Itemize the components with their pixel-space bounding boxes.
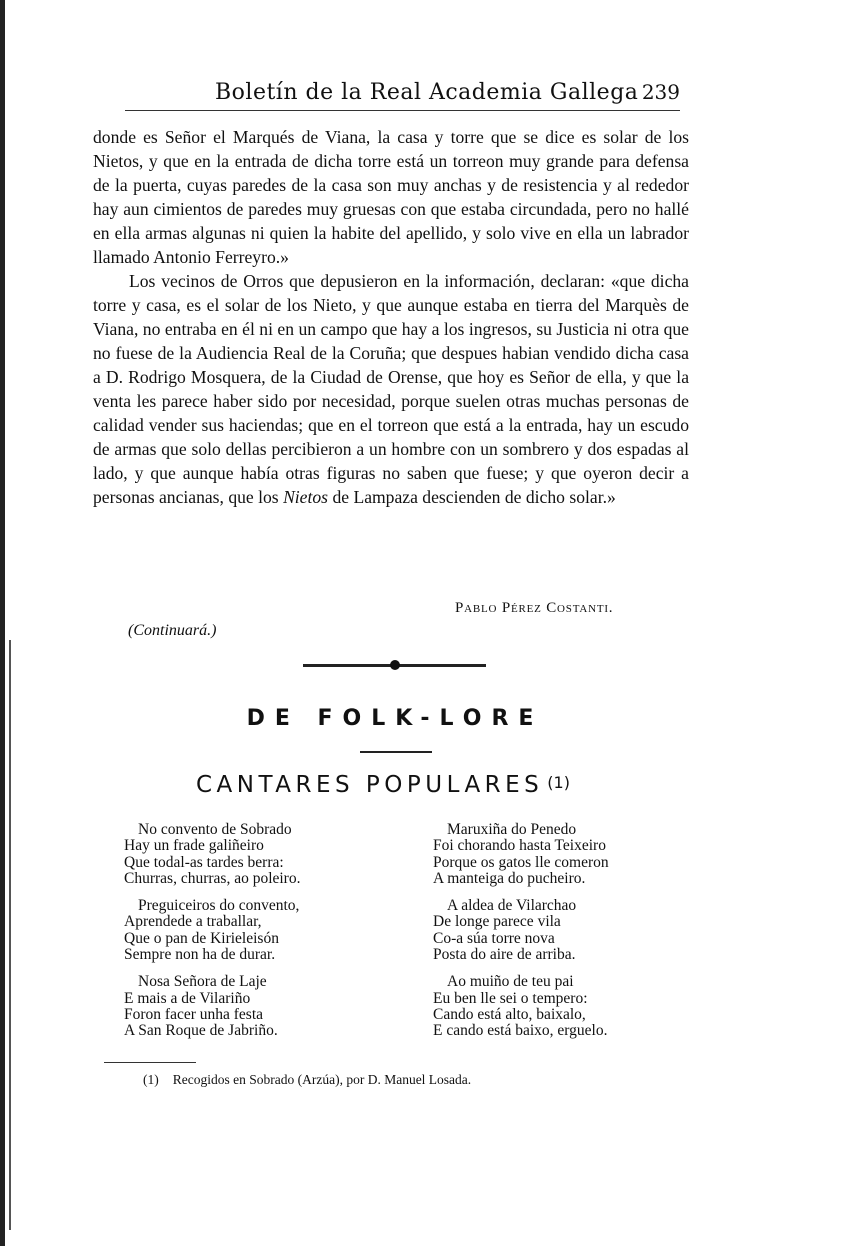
- article-body: [93, 125, 689, 509]
- paragraph-1: donde es Señor el Marqués de Viana, la casa y torre que se dice es solar de los Nietos, y que en la entrada de dicha torre está un torreon muy grande para defensa de la puerta, cuyas paredes de la casa son muy anchas y de resistencia y al rededor hay aun cimientos de paredes muy gruesas con que estaba circundada, pero no hallé en ella armas algunas ni quien la habite del apellido, y solo vive en ella un labrador llamado Antonio Ferreyro.»: [93, 127, 689, 267]
- verse-line: Foi chorando hasta Teixeiro: [433, 837, 606, 855]
- section-title: DE FOLK-LORE: [246, 706, 544, 731]
- verse-line: Co-a súa torre nova: [433, 929, 555, 947]
- verse-line: Que todal-as tardes berra:: [124, 853, 284, 871]
- journal-title: Boletín de la Real Academia Gallega: [215, 80, 639, 105]
- verse-line: Aprendede a traballar,: [124, 913, 262, 931]
- verse-line: E mais a de Vilariño: [124, 989, 251, 1007]
- page-number: 239: [641, 80, 680, 104]
- footnote: [143, 1072, 471, 1088]
- stanza: [124, 974, 300, 1039]
- verse-line: Churras, churras, ao poleiro.: [124, 869, 301, 887]
- footnote-text: Recogidos en Sobrado (Arzúa), por D. Manuel Losada.: [172, 1072, 472, 1087]
- section-subtitle: [196, 772, 570, 798]
- verse-line: No convento de Sobrado: [138, 821, 292, 838]
- verse-line: E cando está baixo, erguelo.: [433, 1022, 608, 1040]
- verse-line: Porque os gatos lle comeron: [433, 853, 609, 871]
- stanza: [433, 974, 609, 1039]
- footnote-number: (1): [143, 1072, 159, 1087]
- continued-note: (Continuará.): [128, 622, 217, 639]
- paragraph-2-text: Los vecinos de Orros que depusieron en la información, declaran: «que dicha torre y casa, es el solar de los Nieto, y que aunque estaba en tierra del Marquès de Viana, no entraba en él ni en un campo que hay a los ingresos, su Justicia ni otra que no fuese de la Audiencia Real de la Coruña; que despues habian vendido dicha casa a D. Rodrigo Mosquera, de la Ciudad de Orense, que hoy es Señor de ella, y que la venta les parece haber sido por necesidad, porque suelen otras muchas personas de calidad vender sus haciendas; que en el torreon que está a la entrada, hay un escudo de armas que solo dellas percibieron a un hombre con un sombrero y dos espadas al lado, y que aunque había otras figuras no saben que fuese; y que oyeron decir a personas ancianas, que los: [93, 271, 689, 507]
- verse-line: Ao muiño de teu pai: [447, 973, 574, 991]
- italic-nietos: Nietos: [283, 487, 329, 507]
- running-header: [125, 72, 680, 112]
- footnote-rule: [104, 1062, 196, 1063]
- poems-left-column: [124, 822, 300, 1051]
- header-rule: [125, 110, 680, 111]
- verse-line: A aldea de Vilarchao: [447, 897, 577, 915]
- verse-line: Preguiceiros do convento,: [138, 897, 300, 915]
- poems-right-column: [433, 822, 609, 1051]
- verse-line: Que o pan de Kirieleisón: [124, 929, 279, 947]
- verse-line: Posta do aire de arriba.: [433, 946, 576, 964]
- stanza: [433, 822, 609, 887]
- verse-line: A San Roque de Jabriño.: [124, 1022, 278, 1040]
- verse-line: A manteiga do pucheiro.: [433, 869, 586, 887]
- article-author: Pablo Pérez Costanti.: [455, 600, 614, 616]
- stanza: [433, 898, 609, 963]
- verse-line: Maruxiña do Penedo: [447, 821, 577, 838]
- subtitle-text: CANTARES POPULARES: [196, 772, 544, 798]
- verse-line: Sempre non ha de durar.: [124, 946, 276, 964]
- stanza: [124, 822, 300, 887]
- paragraph-2: [93, 269, 689, 509]
- page-edge-shadow: [0, 0, 5, 1246]
- stanza: [124, 898, 300, 963]
- paragraph-2-end: de Lampaza descienden de dicho solar.»: [332, 487, 616, 507]
- verse-line: Nosa Señora de Laje: [138, 973, 267, 991]
- verse-line: Eu ben lle sei o tempero:: [433, 989, 588, 1007]
- verse-line: Cando está alto, baixalo,: [433, 1005, 586, 1023]
- subtitle-footnote-ref: (1): [547, 773, 570, 792]
- verse-line: De longe parece vila: [433, 913, 561, 931]
- verse-line: Hay un frade galiñeiro: [124, 837, 264, 855]
- ornament-dot: [390, 660, 400, 670]
- verse-line: Foron facer unha festa: [124, 1005, 264, 1023]
- section-rule: [360, 751, 432, 753]
